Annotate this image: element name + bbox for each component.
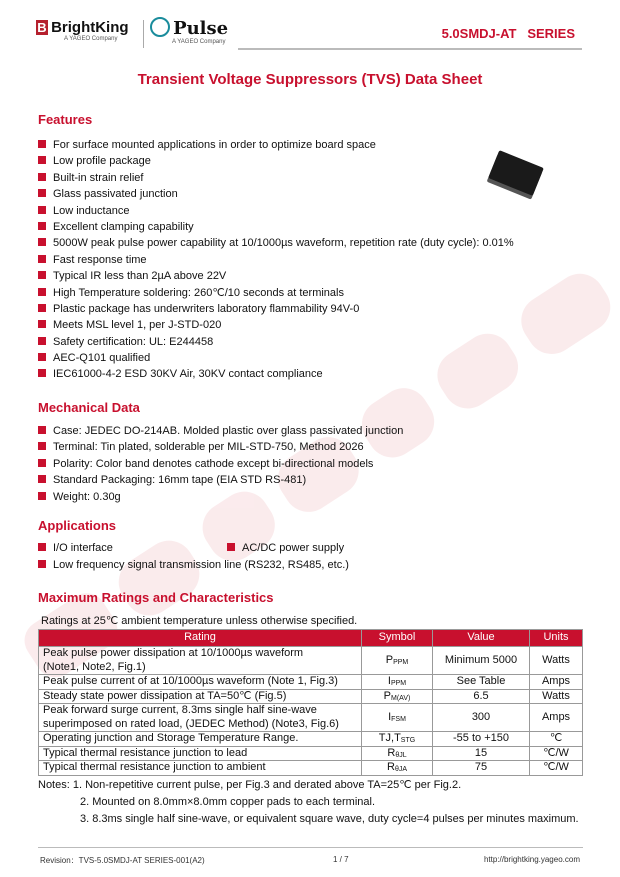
table-row xyxy=(39,761,583,776)
bullet-icon xyxy=(38,459,46,467)
list-item: Excellent clamping capability xyxy=(38,219,514,235)
bullet-icon xyxy=(38,140,46,148)
bullet-icon xyxy=(38,304,46,312)
list-item: Low inductance xyxy=(38,203,514,219)
rating-cell: Typical thermal resistance junction to lead xyxy=(39,746,362,761)
bullet-icon xyxy=(38,189,46,197)
bullet-icon xyxy=(38,271,46,279)
series-label: 5.0SMDJ-AT SERIES xyxy=(441,26,575,41)
symbol-cell: $TJ,T_{STG}$ xyxy=(362,732,433,747)
value-cell: 75 xyxy=(433,761,530,776)
bullet-icon xyxy=(38,206,46,214)
bullet-icon xyxy=(38,426,46,434)
footer-url[interactable]: http://brightking.yageo.com xyxy=(483,855,580,864)
list-item: Plastic package has underwriters laboratory flammability 94V-0 xyxy=(38,301,514,317)
bullet-icon xyxy=(38,173,46,181)
bullet-icon xyxy=(38,288,46,296)
app-item: AC/DC power supply xyxy=(227,542,344,554)
pulse-logo: Pulse A YAGEO Company xyxy=(150,17,228,45)
units-cell: Amps xyxy=(530,704,583,732)
app-item: I/O interface xyxy=(38,542,113,554)
table-row xyxy=(39,732,583,747)
bullet-icon xyxy=(38,492,46,500)
list-item: Built-in strain relief xyxy=(38,170,514,186)
units-cell: ℃/W xyxy=(530,746,583,761)
bullet-icon xyxy=(38,156,46,164)
col-units: Units xyxy=(530,630,583,647)
rating-cell: Peak pulse current of at 10/1000µs waveform (Note 1, Fig.3) xyxy=(39,675,362,690)
ratings-table xyxy=(38,629,583,776)
units-cell: Watts xyxy=(530,647,583,675)
ratings-block xyxy=(38,629,583,828)
table-row xyxy=(39,746,583,761)
mechanical-heading: Mechanical Data xyxy=(38,400,140,415)
ratings-intro: Ratings at 25℃ ambient temperature unless otherwise specified. xyxy=(41,615,358,627)
units-cell: Watts xyxy=(530,689,583,704)
ratings-heading: Maximum Ratings and Characteristics xyxy=(38,590,274,605)
page-number: 1 / 7 xyxy=(333,855,349,864)
table-row xyxy=(39,675,583,690)
features-list xyxy=(38,137,514,383)
col-symbol: Symbol xyxy=(362,630,433,647)
rating-cell: Peak forward surge current, 8.3ms single half sine-wave superimposed on rated load, (JEDEC Method) (Note3, Fig.6) xyxy=(39,704,362,732)
value-cell: 6.5 xyxy=(433,689,530,704)
list-item: High Temperature soldering: 260℃/10 seconds at terminals xyxy=(38,285,514,301)
page-title: Transient Voltage Suppressors (TVS) Data Sheet xyxy=(137,71,483,88)
col-rating: Rating xyxy=(39,630,362,647)
bullet-icon xyxy=(38,475,46,483)
bullet-icon xyxy=(38,442,46,450)
bullet-icon xyxy=(38,320,46,328)
value-cell: 15 xyxy=(433,746,530,761)
units-cell: ℃ xyxy=(530,732,583,747)
value-cell: See Table xyxy=(433,675,530,690)
rating-cell: Typical thermal resistance junction to ambient xyxy=(39,761,362,776)
units-cell: Amps xyxy=(530,675,583,690)
table-row xyxy=(39,704,583,732)
app-item: Low frequency signal transmission line (RS232, RS485, etc.) xyxy=(38,559,349,571)
list-item: Fast response time xyxy=(38,252,514,268)
value-cell: -55 to +150 xyxy=(433,732,530,747)
bullet-icon xyxy=(38,369,46,377)
symbol-cell: $I_{FSM}$ xyxy=(362,704,433,732)
col-value: Value xyxy=(433,630,530,647)
list-item: AEC-Q101 qualified xyxy=(38,350,514,366)
brightking-logo: B BrightKing A YAGEO Company xyxy=(37,19,129,42)
bullet-icon xyxy=(38,255,46,263)
symbol-cell: $R_{\theta JA}$ xyxy=(362,761,433,776)
list-item: 5000W peak pulse power capability at 10/1000µs waveform, repetition rate (duty cycle): 0.01% xyxy=(38,235,514,251)
table-row xyxy=(39,647,583,675)
symbol-cell: $P_{PPM}$ xyxy=(362,647,433,675)
list-item: For surface mounted applications in order to optimize board space xyxy=(38,137,514,153)
bullet-icon xyxy=(38,222,46,230)
footer-rule xyxy=(38,847,583,848)
list-item: Weight: 0.30g xyxy=(38,489,403,505)
list-item: Case: JEDEC DO-214AB. Molded plastic over glass passivated junction xyxy=(38,423,403,439)
symbol-cell: $R_{\theta JL}$ xyxy=(362,746,433,761)
value-cell: 300 xyxy=(433,704,530,732)
list-item: Polarity: Color band denotes cathode except bi-directional models xyxy=(38,456,403,472)
logo-divider xyxy=(143,20,144,48)
value-cell: Minimum 5000 xyxy=(433,647,530,675)
list-item: Safety certification: UL: E244458 xyxy=(38,334,514,350)
rating-cell: Operating junction and Storage Temperature Range. xyxy=(39,732,362,747)
list-item: IEC61000-4-2 ESD 30KV Air, 30KV contact compliance xyxy=(38,366,514,382)
rating-cell: Steady state power dissipation at TA=50℃ (Fig.5) xyxy=(39,689,362,704)
applications-heading: Applications xyxy=(38,518,117,533)
bullet-icon xyxy=(38,337,46,345)
symbol-cell: $P_{M(AV)}$ xyxy=(362,689,433,704)
list-item: Typical IR less than 2µA above 22V xyxy=(38,268,514,284)
mechanical-list xyxy=(38,423,403,505)
header-rule xyxy=(238,48,582,50)
list-item: Glass passivated junction xyxy=(38,186,514,202)
units-cell: ℃/W xyxy=(530,761,583,776)
list-item: Terminal: Tin plated, solderable per MIL-STD-750, Method 2026 xyxy=(38,439,403,455)
bullet-icon xyxy=(38,353,46,361)
notes: Notes: 1. Non-repetitive current pulse, per Fig.3 and derated above TA=25℃ per Fig.2. 2. Mounted on 8.0mm×8.0mm copper pads to each terminal. 3. 8.3ms single half sine-wave, or equivalent square wave, duty cycle=4 pulses per minutes maximum. xyxy=(38,778,579,825)
table-row xyxy=(39,689,583,704)
symbol-cell: $I_{PPM}$ xyxy=(362,675,433,690)
features-heading: Features xyxy=(38,112,93,127)
bullet-icon xyxy=(38,238,46,246)
list-item: Meets MSL level 1, per J-STD-020 xyxy=(38,317,514,333)
rating-cell: Peak pulse power dissipation at 10/1000µs waveform (Note1, Note2, Fig.1) xyxy=(39,647,362,675)
list-item: Standard Packaging: 16mm tape (EIA STD RS-481) xyxy=(38,472,403,488)
revision: Revision：TVS-5.0SMDJ-AT SERIES-001(A2) xyxy=(40,856,205,865)
list-item: Low profile package xyxy=(38,153,514,169)
